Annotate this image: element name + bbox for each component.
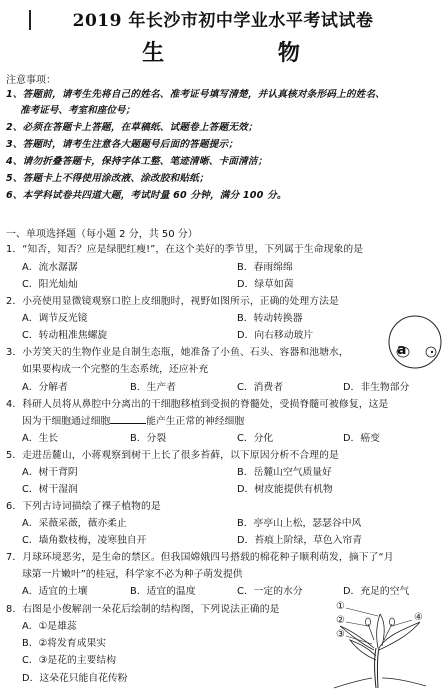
- option-d: D．癌变: [343, 433, 380, 444]
- note-item: 1、答题前，请考生先将自己的姓名、准考证号填写清楚，并认真核对条形码上的姓名、: [6, 89, 386, 100]
- figure-label-4: ④: [414, 612, 423, 623]
- option-d: D．非生物部分: [343, 382, 410, 393]
- note-item: 5、答题卡上不得使用涂改液、涂改胶和贴纸；: [6, 173, 209, 184]
- figure-label-3: ③: [336, 629, 345, 640]
- flower-structure-figure: [316, 600, 444, 690]
- question-stem: 3．小芳笑天的生物作业是自制生态瓶，她准备了小鱼、石头、容器和池塘水，: [6, 347, 349, 358]
- microscope-cell-mark: a: [397, 342, 407, 358]
- question-stem: 1．“知否，知否？应是绿肥红瘦!”，在这个美好的季节里，下列属于生命现象的是: [6, 244, 364, 255]
- option-a: A．树干背阴: [22, 467, 78, 478]
- notes-heading: 注意事项：: [6, 75, 56, 86]
- subject-title: 生 物: [142, 40, 334, 66]
- option-d: D．向右移动玻片: [237, 330, 314, 341]
- option-b: B．转动转换器: [237, 313, 303, 324]
- note-item: 4、请勿折叠答题卡，保持字体工整、笔迹清晰、卡面清洁；: [6, 156, 268, 167]
- option-a: A．流水潺潺: [22, 262, 78, 273]
- question-stem: 2．小亮使用显微镜观察口腔上皮细胞时，视野如图所示，正确的处理方法是: [6, 296, 339, 307]
- question-stem-cont: 因为干细胞通过细胞 能产生正常的神经细胞: [22, 416, 245, 427]
- note-item: 准考证号、考室和座位号；: [20, 105, 136, 116]
- option-b: B．分裂: [130, 433, 167, 444]
- option-c: C．阳光灿灿: [22, 279, 78, 290]
- exam-title: 2019 年长沙市初中学业水平考试试卷: [72, 11, 374, 31]
- option-a: A．采薇采薇，薇亦柔止: [22, 518, 127, 529]
- option-a: A．分解者: [22, 382, 68, 393]
- option-b: B．亭亭山上松，瑟瑟谷中风: [237, 518, 362, 529]
- question-stem: 7．月球环境恶劣，是生命的禁区。但我国嫦娥四号搭载的棉花种子顺利萌发，摘下了“月: [6, 552, 394, 563]
- option-c: C．③是花的主要结构: [22, 655, 116, 666]
- question-stem: 8．右图是小俊解剖一朵花后绘制的结构图，下列说法正确的是: [6, 604, 280, 615]
- option-d: D．苔痕上阶绿，草色入帘青: [237, 535, 363, 546]
- note-item: 2、必须在答题卡上答题，在草稿纸、试题卷上答题无效；: [6, 122, 258, 133]
- option-b: B．岳麓山空气质量好: [237, 467, 332, 478]
- question-stem: 5．走进岳麓山，小蒋观察到树干上长了很多苔藓，以下原因分析不合理的是: [6, 450, 339, 461]
- option-a: A．生长: [22, 433, 59, 444]
- microscope-field-figure: [387, 314, 443, 370]
- option-a: A．调节反光镜: [22, 313, 88, 324]
- option-d: D．充足的空气: [343, 586, 410, 597]
- option-c: C．转动粗准焦螺旋: [22, 330, 108, 341]
- option-c: C．墙角数枝梅，凌寒独自开: [22, 535, 147, 546]
- option-a: A．①是雄蕊: [22, 621, 77, 632]
- option-c: C．消费者: [237, 382, 284, 393]
- option-b: B．春雨绵绵: [237, 262, 293, 273]
- option-c: C．分化: [237, 433, 274, 444]
- option-d: D．树皮能提供有机物: [237, 484, 333, 495]
- option-c: C．一定的水分: [237, 586, 303, 597]
- question-stem-cont: 球第一片嫩叶”的桂冠，科学家不必为种子萌发提供: [22, 569, 243, 580]
- question-stem-cont: 如果要构成一个完整的生态系统，还应补充: [22, 364, 209, 375]
- option-b: B．生产者: [130, 382, 176, 393]
- option-d: D．这朵花只能自花传粉: [22, 673, 128, 684]
- figure-label-2: ②: [336, 615, 345, 626]
- option-b: B．②将发育成果实: [22, 638, 107, 649]
- option-b: B．适宜的温度: [130, 586, 196, 597]
- question-stem: 4．科研人员将从鼻腔中分离出的干细胞移植到受损的脊髓处，受损脊髓可被修复，这是: [6, 399, 389, 410]
- question-stem: 6．下列古诗词描绘了裸子植物的是: [6, 501, 161, 512]
- section-title: 一、单项选择题（每小题 2 分，共 50 分）: [6, 229, 198, 240]
- option-a: A．适宜的土壤: [22, 586, 88, 597]
- option-d: D．绿草如茵: [237, 279, 294, 290]
- note-item: 6、本学科试卷共四道大题，考试时量 60 分钟，满分 100 分。: [6, 190, 287, 201]
- note-item: 3、答题时，请考生注意各大题题号后面的答题提示；: [6, 139, 239, 150]
- option-c: C．树干湿润: [22, 484, 78, 495]
- figure-label-1: ①: [336, 601, 345, 612]
